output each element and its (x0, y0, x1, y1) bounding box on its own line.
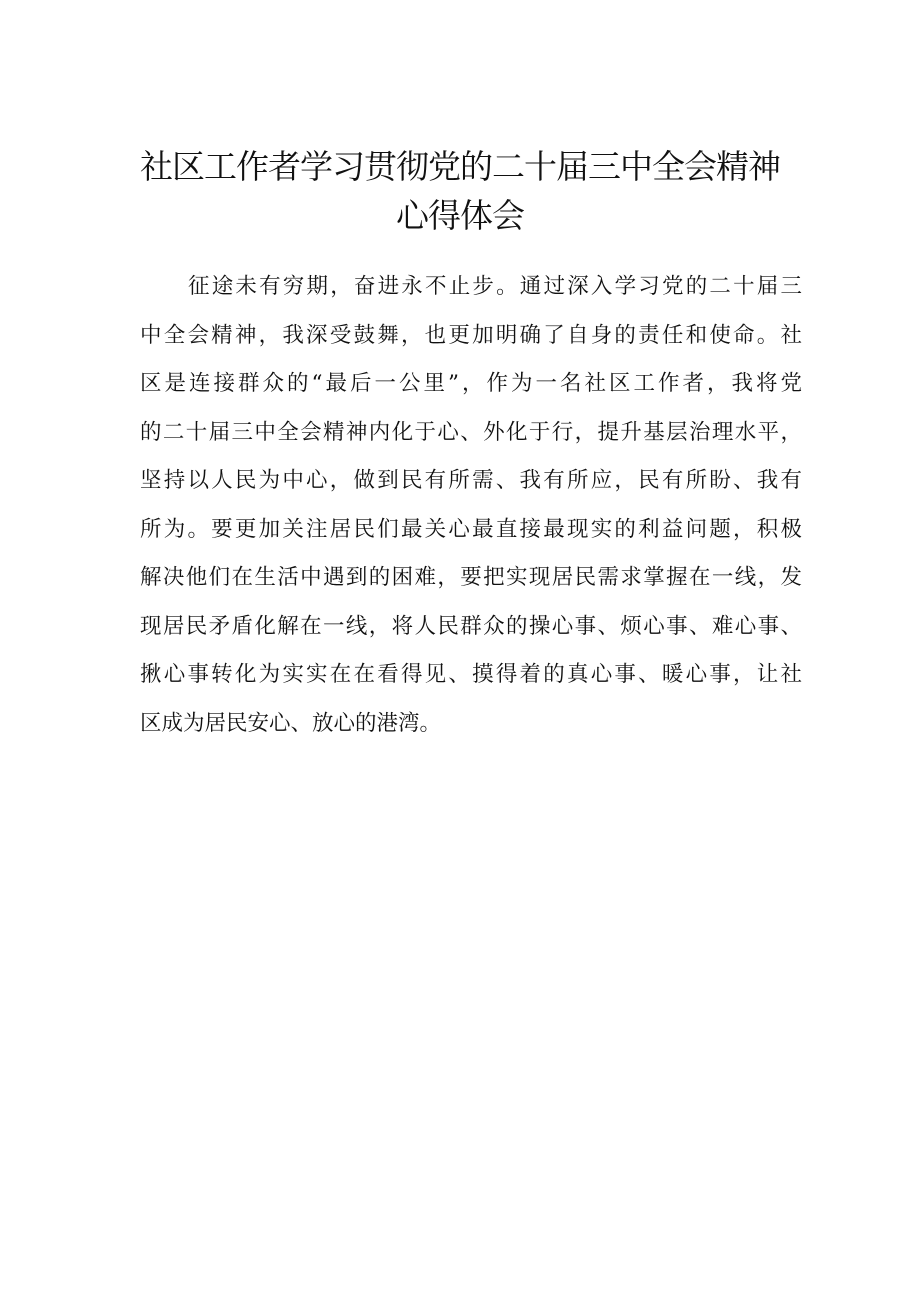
title-line-2: 心得体会 (396, 196, 524, 235)
document-title (0, 142, 920, 240)
paragraph-line: 的二十届三中全会精神内化于心、外化于行，提升基层治理水平， (140, 419, 802, 445)
paragraph-line: 征途未有穷期，奋进永不止步。通过深入学习党的二十届三 (188, 274, 802, 299)
paragraph-line: 中全会精神，我深受鼓舞，也更加明确了自身的责任和使命。社 (140, 322, 802, 348)
paragraph-line: 现居民矛盾化解在一线，将人民群众的操心事、烦心事、难心事、 (140, 613, 802, 639)
paragraph-line: 坚持以人民为中心，做到民有所需、我有所应，民有所盼、我有 (140, 468, 802, 493)
body-paragraph (140, 263, 802, 748)
paragraph-line: 揪心事转化为实实在在看得见、摸得着的真心事、暖心事，让社 (140, 662, 802, 687)
paragraph-line: 区是连接群众的“最后一公里”，作为一名社区工作者，我将党 (140, 371, 802, 396)
paragraph-line: 解决他们在生活中遇到的困难，要把实现居民需求掌握在一线，发 (140, 565, 802, 590)
title-line-1: 社区工作者学习贯彻党的二十届三中全会精神 (140, 147, 780, 186)
paragraph-line: 所为。要更加关注居民们最关心最直接最现实的利益问题，积极 (140, 516, 802, 542)
paragraph-line: 区成为居民安心、放心的港湾。 (140, 710, 442, 736)
